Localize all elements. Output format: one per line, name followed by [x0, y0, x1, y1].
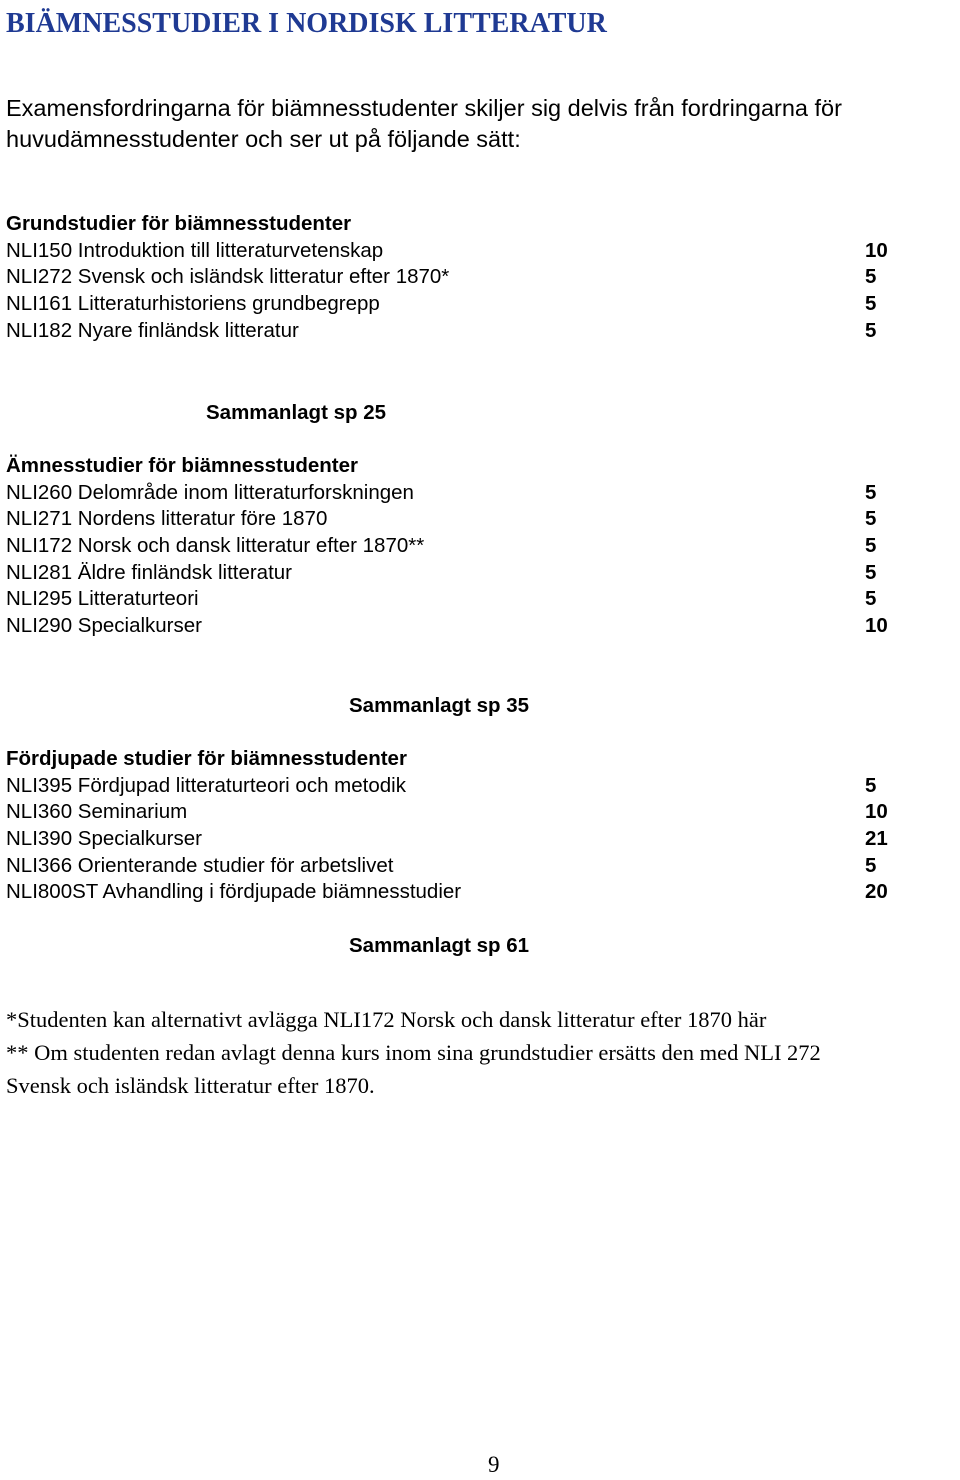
- section-total-amnesstudier: Sammanlagt sp 35: [349, 694, 530, 717]
- course-credits: 21: [865, 827, 888, 851]
- section-heading-grundstudier: Grundstudier för biämnesstudenter: [6, 212, 352, 235]
- footnote-single-asterisk: *Studenten kan alternativt avlägga NLI172 Norsk och dansk litteratur efter 1870 här: [6, 1007, 767, 1032]
- course-row: [6, 318, 906, 345]
- course-row: [6, 533, 906, 560]
- course-row: [6, 560, 906, 587]
- course-row: [6, 264, 906, 291]
- course-credits: 20: [865, 880, 888, 904]
- course-name: NLI390 Specialkurser: [6, 827, 202, 851]
- course-row: [6, 506, 906, 533]
- course-name: NLI366 Orienterande studier för arbetslivet: [6, 853, 394, 877]
- course-credits: 10: [865, 238, 888, 262]
- course-name: NLI272 Svensk och isländsk litteratur efter 1870*: [6, 265, 450, 289]
- course-list-grundstudier: [6, 238, 906, 345]
- course-credits: 10: [865, 800, 888, 824]
- section-total-grundstudier: Sammanlagt sp 25: [206, 401, 387, 424]
- footnotes: [6, 1003, 960, 1102]
- course-credits: 5: [865, 507, 877, 531]
- course-row: [6, 853, 906, 880]
- intro-paragraph: [6, 93, 956, 155]
- section-total-fordjupade: Sammanlagt sp 61: [349, 934, 530, 957]
- section-heading-fordjupade: Fördjupade studier för biämnesstudenter: [6, 747, 407, 770]
- course-credits: 5: [865, 292, 877, 316]
- course-name: NLI295 Litteraturteori: [6, 587, 199, 611]
- course-credits: 5: [865, 534, 877, 558]
- section-heading-amnesstudier: Ämnesstudier för biämnesstudenter: [6, 454, 358, 477]
- course-row: [6, 826, 906, 853]
- course-name: NLI281 Äldre finländsk litteratur: [6, 560, 293, 584]
- page-number: 9: [488, 1452, 500, 1477]
- course-name: NLI260 Delområde inom litteraturforskningen: [6, 480, 414, 504]
- course-name: NLI800ST Avhandling i fördjupade biämnesstudier: [6, 880, 462, 904]
- course-name: NLI150 Introduktion till litteraturvetenskap: [6, 238, 384, 262]
- course-credits: 5: [865, 773, 877, 797]
- course-row: [6, 238, 906, 265]
- course-name: NLI395 Fördjupad litteraturteori och metodik: [6, 773, 406, 797]
- course-name: NLI182 Nyare finländsk litteratur: [6, 318, 299, 342]
- course-name: NLI172 Norsk och dansk litteratur efter 1870**: [6, 534, 425, 558]
- intro-line: huvudämnesstudenter och ser ut på följande sätt:: [6, 126, 521, 152]
- course-name: NLI271 Nordens litteratur före 1870: [6, 507, 328, 531]
- footnote-double-asterisk: ** Om studenten redan avlagt denna kurs inom sina grundstudier ersätts den med NLI 272: [6, 1040, 821, 1065]
- course-credits: 10: [865, 614, 888, 638]
- course-name: NLI161 Litteraturhistoriens grundbegrepp: [6, 292, 380, 316]
- course-row: [6, 291, 906, 318]
- course-list-fordjupade: [6, 773, 906, 906]
- course-row: [6, 799, 906, 826]
- course-row: [6, 879, 906, 906]
- course-row: [6, 613, 906, 640]
- course-row: [6, 586, 906, 613]
- course-credits: 5: [865, 480, 877, 504]
- course-row: [6, 480, 906, 507]
- course-credits: 5: [865, 318, 877, 342]
- intro-line: Examensfordringarna för biämnesstudenter skiljer sig delvis från fordringarna för: [6, 95, 842, 121]
- course-row: [6, 773, 906, 800]
- course-credits: 5: [865, 265, 877, 289]
- footnote-double-asterisk-continued: Svensk och isländsk litteratur efter 1870.: [6, 1073, 375, 1098]
- course-name: NLI290 Specialkurser: [6, 614, 202, 638]
- course-credits: 5: [865, 853, 877, 877]
- document-title: BIÄMNESSTUDIER I NORDISK LITTERATUR: [6, 8, 607, 39]
- course-credits: 5: [865, 587, 877, 611]
- course-name: NLI360 Seminarium: [6, 800, 188, 824]
- course-credits: 5: [865, 560, 877, 584]
- course-list-amnesstudier: [6, 480, 906, 640]
